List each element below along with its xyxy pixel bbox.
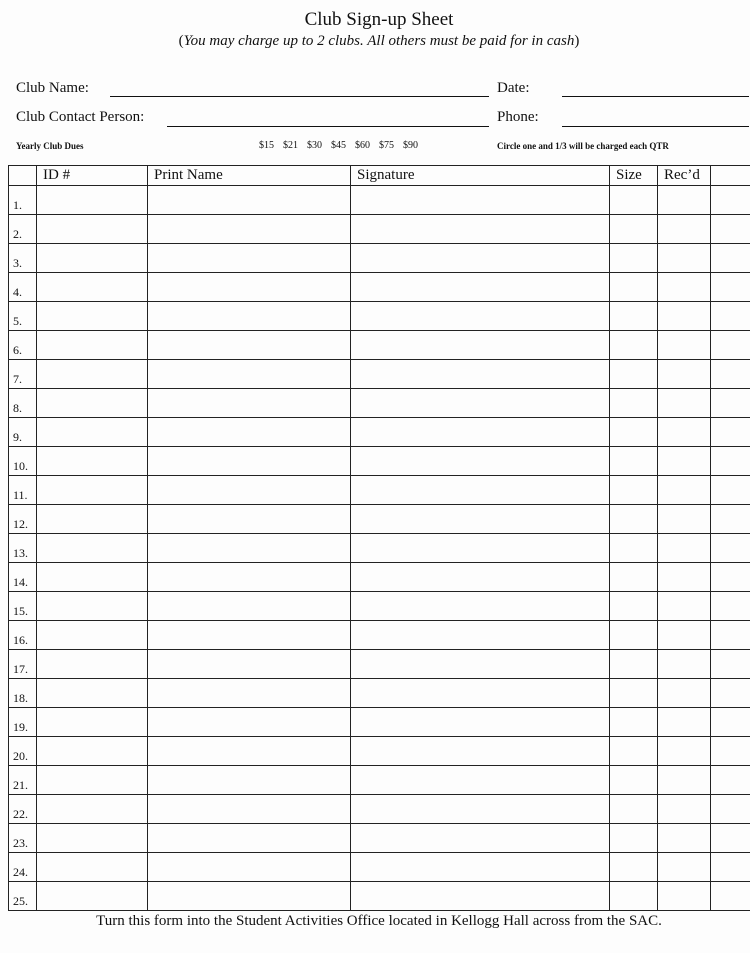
table-row <box>9 679 750 708</box>
row-number-cell: 11. <box>9 476 37 505</box>
size-cell[interactable] <box>610 534 658 563</box>
print-name-cell[interactable] <box>148 273 351 302</box>
size-cell[interactable] <box>610 244 658 273</box>
extra-cell[interactable] <box>711 331 750 360</box>
print-name-cell[interactable] <box>148 621 351 650</box>
table-row <box>9 882 750 911</box>
id-cell[interactable] <box>37 737 148 766</box>
print-name-cell[interactable] <box>148 418 351 447</box>
row-number-cell: 6. <box>9 331 37 360</box>
row-number-cell: 7. <box>9 360 37 389</box>
id-cell[interactable] <box>37 186 148 215</box>
id-cell[interactable] <box>37 708 148 737</box>
signature-cell[interactable] <box>351 882 610 911</box>
extra-cell[interactable] <box>711 592 750 621</box>
id-cell[interactable] <box>37 853 148 882</box>
signature-cell[interactable] <box>351 273 610 302</box>
extra-cell[interactable] <box>711 882 750 911</box>
table-row <box>9 621 750 650</box>
row-number-cell: 24. <box>9 853 37 882</box>
extra-cell[interactable] <box>711 650 750 679</box>
print-name-cell[interactable] <box>148 824 351 853</box>
received-cell[interactable] <box>658 215 711 244</box>
signature-cell[interactable] <box>351 186 610 215</box>
received-cell[interactable] <box>658 708 711 737</box>
signature-cell[interactable] <box>351 563 610 592</box>
row-number-cell: 10. <box>9 447 37 476</box>
print-name-cell[interactable] <box>148 708 351 737</box>
id-cell[interactable] <box>37 331 148 360</box>
dues-amount[interactable]: $60 <box>355 140 370 151</box>
row-number-cell: 23. <box>9 824 37 853</box>
header-row-number <box>9 166 37 186</box>
extra-cell[interactable] <box>711 273 750 302</box>
received-cell[interactable] <box>658 186 711 215</box>
table-row <box>9 650 750 679</box>
subtitle-text: You may charge up to 2 clubs. All others must be paid for in cash <box>183 33 575 49</box>
signature-cell[interactable] <box>351 708 610 737</box>
row-number-cell: 22. <box>9 795 37 824</box>
extra-cell[interactable] <box>711 215 750 244</box>
id-cell[interactable] <box>37 534 148 563</box>
id-cell[interactable] <box>37 766 148 795</box>
row-number-cell: 13. <box>9 534 37 563</box>
received-cell[interactable] <box>658 302 711 331</box>
signature-cell[interactable] <box>351 447 610 476</box>
id-cell[interactable] <box>37 360 148 389</box>
extra-cell[interactable] <box>711 824 750 853</box>
print-name-cell[interactable] <box>148 592 351 621</box>
table-row <box>9 737 750 766</box>
table-row <box>9 534 750 563</box>
received-cell[interactable] <box>658 766 711 795</box>
dues-amount[interactable]: $75 <box>379 140 394 151</box>
dues-amount[interactable]: $15 <box>259 140 274 151</box>
row-number-cell: 2. <box>9 215 37 244</box>
size-cell[interactable] <box>610 186 658 215</box>
extra-cell[interactable] <box>711 795 750 824</box>
signature-cell[interactable] <box>351 621 610 650</box>
extra-cell[interactable] <box>711 360 750 389</box>
received-cell[interactable] <box>658 476 711 505</box>
club-name-line[interactable] <box>110 96 489 97</box>
size-cell[interactable] <box>610 795 658 824</box>
dues-amount[interactable]: $21 <box>283 140 298 151</box>
size-cell[interactable] <box>610 737 658 766</box>
club-name-label: Club Name: <box>16 80 89 96</box>
dues-amount[interactable]: $30 <box>307 140 322 151</box>
signature-cell[interactable] <box>351 534 610 563</box>
size-cell[interactable] <box>610 302 658 331</box>
id-cell[interactable] <box>37 679 148 708</box>
table-row <box>9 592 750 621</box>
id-cell[interactable] <box>37 447 148 476</box>
table-row <box>9 186 750 215</box>
size-cell[interactable] <box>610 708 658 737</box>
extra-cell[interactable] <box>711 447 750 476</box>
dues-note: Circle one and 1/3 will be charged each QTR <box>497 141 669 151</box>
signature-cell[interactable] <box>351 215 610 244</box>
header-extra <box>711 166 750 186</box>
table-row <box>9 708 750 737</box>
print-name-cell[interactable] <box>148 302 351 331</box>
size-cell[interactable] <box>610 505 658 534</box>
size-cell[interactable] <box>610 679 658 708</box>
id-cell[interactable] <box>37 418 148 447</box>
size-cell[interactable] <box>610 447 658 476</box>
id-cell[interactable] <box>37 505 148 534</box>
id-cell[interactable] <box>37 476 148 505</box>
row-number-cell: 4. <box>9 273 37 302</box>
table-row <box>9 824 750 853</box>
size-cell[interactable] <box>610 766 658 795</box>
print-name-cell[interactable] <box>148 331 351 360</box>
table-row <box>9 331 750 360</box>
header-received: Rec’d <box>658 166 711 186</box>
dues-amount[interactable]: $90 <box>403 140 418 151</box>
table-row <box>9 244 750 273</box>
page-title: Club Sign-up Sheet <box>304 9 454 30</box>
received-cell[interactable] <box>658 447 711 476</box>
signature-cell[interactable] <box>351 766 610 795</box>
print-name-cell[interactable] <box>148 360 351 389</box>
subtitle-close-paren: ) <box>574 33 580 49</box>
print-name-cell[interactable] <box>148 650 351 679</box>
size-cell[interactable] <box>610 563 658 592</box>
received-cell[interactable] <box>658 331 711 360</box>
row-number-cell: 12. <box>9 505 37 534</box>
signature-cell[interactable] <box>351 795 610 824</box>
table-row <box>9 505 750 534</box>
received-cell[interactable] <box>658 621 711 650</box>
received-cell[interactable] <box>658 592 711 621</box>
received-cell[interactable] <box>658 244 711 273</box>
extra-cell[interactable] <box>711 563 750 592</box>
row-number-cell: 17. <box>9 650 37 679</box>
table-row <box>9 766 750 795</box>
received-cell[interactable] <box>658 853 711 882</box>
phone-line[interactable] <box>562 126 749 127</box>
print-name-cell[interactable] <box>148 215 351 244</box>
table-header-row <box>9 166 750 186</box>
signature-cell[interactable] <box>351 476 610 505</box>
print-name-cell[interactable] <box>148 766 351 795</box>
extra-cell[interactable] <box>711 534 750 563</box>
signature-cell[interactable] <box>351 331 610 360</box>
row-number-cell: 16. <box>9 621 37 650</box>
table-row <box>9 273 750 302</box>
size-cell[interactable] <box>610 389 658 418</box>
table-row <box>9 215 750 244</box>
received-cell[interactable] <box>658 650 711 679</box>
row-number-cell: 21. <box>9 766 37 795</box>
id-cell[interactable] <box>37 882 148 911</box>
signature-cell[interactable] <box>351 853 610 882</box>
extra-cell[interactable] <box>711 621 750 650</box>
id-cell[interactable] <box>37 650 148 679</box>
print-name-cell[interactable] <box>148 534 351 563</box>
received-cell[interactable] <box>658 563 711 592</box>
subtitle-open-paren: ( <box>178 33 184 49</box>
signature-cell[interactable] <box>351 360 610 389</box>
extra-cell[interactable] <box>711 737 750 766</box>
header-signature: Signature <box>351 166 610 186</box>
received-cell[interactable] <box>658 679 711 708</box>
print-name-cell[interactable] <box>148 476 351 505</box>
row-number-cell: 8. <box>9 389 37 418</box>
id-cell[interactable] <box>37 273 148 302</box>
extra-cell[interactable] <box>711 505 750 534</box>
signature-cell[interactable] <box>351 302 610 331</box>
extra-cell[interactable] <box>711 418 750 447</box>
size-cell[interactable] <box>610 418 658 447</box>
signature-cell[interactable] <box>351 505 610 534</box>
contact-person-line[interactable] <box>167 126 489 127</box>
phone-label: Phone: <box>497 109 539 125</box>
row-number-cell: 20. <box>9 737 37 766</box>
print-name-cell[interactable] <box>148 679 351 708</box>
signature-cell[interactable] <box>351 389 610 418</box>
table-row <box>9 360 750 389</box>
footer-instructions: Turn this form into the Student Activities Office located in Kellogg Hall across from the SAC. <box>96 913 662 929</box>
id-cell[interactable] <box>37 215 148 244</box>
row-number-cell: 25. <box>9 882 37 911</box>
print-name-cell[interactable] <box>148 795 351 824</box>
print-name-cell[interactable] <box>148 186 351 215</box>
header-print-name: Print Name <box>148 166 351 186</box>
row-number-cell: 5. <box>9 302 37 331</box>
received-cell[interactable] <box>658 795 711 824</box>
id-cell[interactable] <box>37 621 148 650</box>
print-name-cell[interactable] <box>148 563 351 592</box>
received-cell[interactable] <box>658 389 711 418</box>
received-cell[interactable] <box>658 737 711 766</box>
table-row <box>9 418 750 447</box>
table-row <box>9 447 750 476</box>
signature-cell[interactable] <box>351 824 610 853</box>
size-cell[interactable] <box>610 882 658 911</box>
id-cell[interactable] <box>37 824 148 853</box>
row-number-cell: 19. <box>9 708 37 737</box>
extra-cell[interactable] <box>711 389 750 418</box>
row-number-cell: 1. <box>9 186 37 215</box>
row-number-cell: 3. <box>9 244 37 273</box>
extra-cell[interactable] <box>711 708 750 737</box>
extra-cell[interactable] <box>711 186 750 215</box>
id-cell[interactable] <box>37 592 148 621</box>
table-row <box>9 476 750 505</box>
header-id: ID # <box>37 166 148 186</box>
extra-cell[interactable] <box>711 302 750 331</box>
table-row <box>9 302 750 331</box>
extra-cell[interactable] <box>711 244 750 273</box>
date-label: Date: <box>497 80 530 96</box>
row-number-cell: 15. <box>9 592 37 621</box>
size-cell[interactable] <box>610 853 658 882</box>
table-row <box>9 563 750 592</box>
received-cell[interactable] <box>658 360 711 389</box>
size-cell[interactable] <box>610 824 658 853</box>
signature-cell[interactable] <box>351 418 610 447</box>
received-cell[interactable] <box>658 273 711 302</box>
signature-cell[interactable] <box>351 679 610 708</box>
signature-cell[interactable] <box>351 244 610 273</box>
size-cell[interactable] <box>610 273 658 302</box>
table-row <box>9 853 750 882</box>
header-size: Size <box>610 166 658 186</box>
row-number-cell: 18. <box>9 679 37 708</box>
id-cell[interactable] <box>37 302 148 331</box>
size-cell[interactable] <box>610 592 658 621</box>
size-cell[interactable] <box>610 650 658 679</box>
signature-cell[interactable] <box>351 650 610 679</box>
page-subtitle <box>0 33 750 50</box>
dues-label: Yearly Club Dues <box>16 141 84 151</box>
table-row <box>9 389 750 418</box>
id-cell[interactable] <box>37 563 148 592</box>
signature-cell[interactable] <box>351 592 610 621</box>
id-cell[interactable] <box>37 389 148 418</box>
received-cell[interactable] <box>658 418 711 447</box>
received-cell[interactable] <box>658 505 711 534</box>
id-cell[interactable] <box>37 244 148 273</box>
size-cell[interactable] <box>610 360 658 389</box>
print-name-cell[interactable] <box>148 737 351 766</box>
extra-cell[interactable] <box>711 476 750 505</box>
size-cell[interactable] <box>610 621 658 650</box>
size-cell[interactable] <box>610 215 658 244</box>
dues-amounts <box>259 140 427 151</box>
print-name-cell[interactable] <box>148 389 351 418</box>
contact-person-label: Club Contact Person: <box>16 109 145 125</box>
print-name-cell[interactable] <box>148 882 351 911</box>
date-line[interactable] <box>562 96 749 97</box>
print-name-cell[interactable] <box>148 505 351 534</box>
dues-amount[interactable]: $45 <box>331 140 346 151</box>
print-name-cell[interactable] <box>148 244 351 273</box>
print-name-cell[interactable] <box>148 447 351 476</box>
size-cell[interactable] <box>610 331 658 360</box>
received-cell[interactable] <box>658 882 711 911</box>
row-number-cell: 9. <box>9 418 37 447</box>
size-cell[interactable] <box>610 476 658 505</box>
signup-table <box>8 165 750 911</box>
extra-cell[interactable] <box>711 853 750 882</box>
print-name-cell[interactable] <box>148 853 351 882</box>
received-cell[interactable] <box>658 824 711 853</box>
received-cell[interactable] <box>658 534 711 563</box>
row-number-cell: 14. <box>9 563 37 592</box>
extra-cell[interactable] <box>711 679 750 708</box>
id-cell[interactable] <box>37 795 148 824</box>
table-row <box>9 795 750 824</box>
extra-cell[interactable] <box>711 766 750 795</box>
signature-cell[interactable] <box>351 737 610 766</box>
